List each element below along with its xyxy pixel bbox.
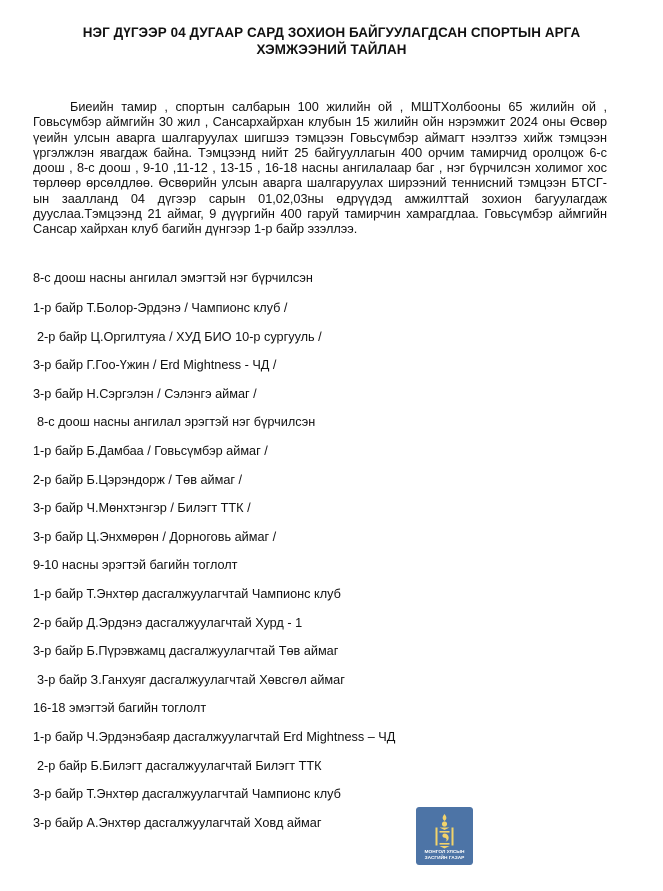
intro-paragraph: Биеийн тамир , спортын салбарын 100 жилийн ой , МШТХолбооны 65 жилийн ой , Говьсүмбэр аймгийн 30 жил , Сансархайрхан клубын 15 жилийн ойн нэрэмжит 2024 оны Өсвөр үеийн улсын аварга шалгаруулах шигшээ тэмцээн Говьсүмбэр аймагт нээлтээ хийж тэмцээн үргэлжлэн явагдаж байна. Тэмцээнд нийт 25 байгууллагын 400 орчим тамирчид оролцож 6-с доош , 8-с доош , 9-10 ,11-12 , 13-15 , 16-18 насны ангилалаар баг , нэг бүрчилсэн холимог хос төрлөөр өрсөлдлөө. Өсвөрийн улсын аварга шалгаруулах ширээний теннисний тэмцээн БТСГ-ын заалланд 04 дүгээр сарын 01,02,03ны өдрүүдэд амжилттай зохион багуулагдаж дууслаа.Тэмцээнд 21 аймаг, 9 дүүргийн 400 гаруй тамирчин хамрагдлаа. Говьсүмбэр аймгийн Сансар хайрхан клуб багийн дүнгээр 1-р байр эзэллээ. [33, 100, 607, 237]
soyombo-icon [432, 813, 457, 849]
category-heading: 9-10 насны эрэгтэй багийн тоглолт [33, 558, 238, 573]
category-heading: 16-18 эмэгтэй багийн тоглолт [33, 701, 207, 716]
result-line: 3-р байр Г.Гоо-Үжин / Erd Mightness - ЧД / [33, 358, 277, 373]
result-line: 3-р байр Т.Энхтөр дасгалжуулагчтай Чампионс клуб [33, 787, 341, 802]
result-line: 1-р байр Т.Болор-Эрдэнэ / Чампионс клуб / [33, 301, 288, 315]
government-emblem [416, 807, 473, 865]
result-line: 3-р байр З.Ганхуяг дасгалжуулагчтай Хөвсгөл аймаг [37, 672, 345, 687]
result-line: 1-р байр Ч.Эрдэнэбаяр дасгалжуулагчтай Erd Mightness – ЧД [33, 729, 396, 744]
result-line: 3-р байр А.Энхтөр дасгалжуулагчтай Ховд аймаг [33, 815, 322, 830]
result-line: 2-р байр Б.Цэрэндорж / Төв аймаг / [33, 472, 243, 487]
result-line: 3-р байр Ц.Энхмөрөн / Дорноговь аймаг / [33, 529, 277, 544]
result-line: 2-р байр Б.Билэгт дасгалжуулагчтай Билэгт ТТК [37, 758, 322, 773]
emblem-line-2: ЗАСГИЙН ГАЗАР [424, 856, 465, 861]
category-heading: 8-с доош насны ангилал эрэгтэй нэг бүрчилсэн [37, 415, 316, 430]
document-title: НЭГ ДҮГЭЭР 04 ДУГААР САРД ЗОХИОН БАЙГУУЛАГДСАН СПОРТЫН АРГА ХЭМЖЭЭНИЙ ТАЙЛАН [82, 25, 581, 57]
result-line: 1-р байр Т.Энхтөр дасгалжуулагчтай Чампионс клуб [33, 586, 341, 601]
emblem-line-1: МОНГОЛ УЛСЫН [424, 850, 465, 855]
results-list [33, 301, 633, 844]
result-line: 2-р байр Д.Эрдэнэ дасгалжуулагчтай Хурд - 1 [33, 615, 303, 630]
result-line: 3-р байр Н.Сэргэлэн / Сэлэнгэ аймаг / [33, 386, 257, 401]
result-line: 2-р байр Ц.Оргилтуяа / ХУД БИО 10-р сургууль / [37, 329, 322, 344]
category-heading: 8-с доош насны ангилал эмэгтэй нэг бүрчилсэн [33, 271, 313, 285]
result-line: 3-р байр Б.Пүрэвжамц дасгалжуулагчтай Төв аймаг [33, 644, 339, 659]
result-line: 3-р байр Ч.Мөнхтэнгэр / Билэгт ТТК / [33, 501, 251, 516]
result-line: 1-р байр Б.Дамбаа / Говьсүмбэр аймаг / [33, 443, 268, 458]
